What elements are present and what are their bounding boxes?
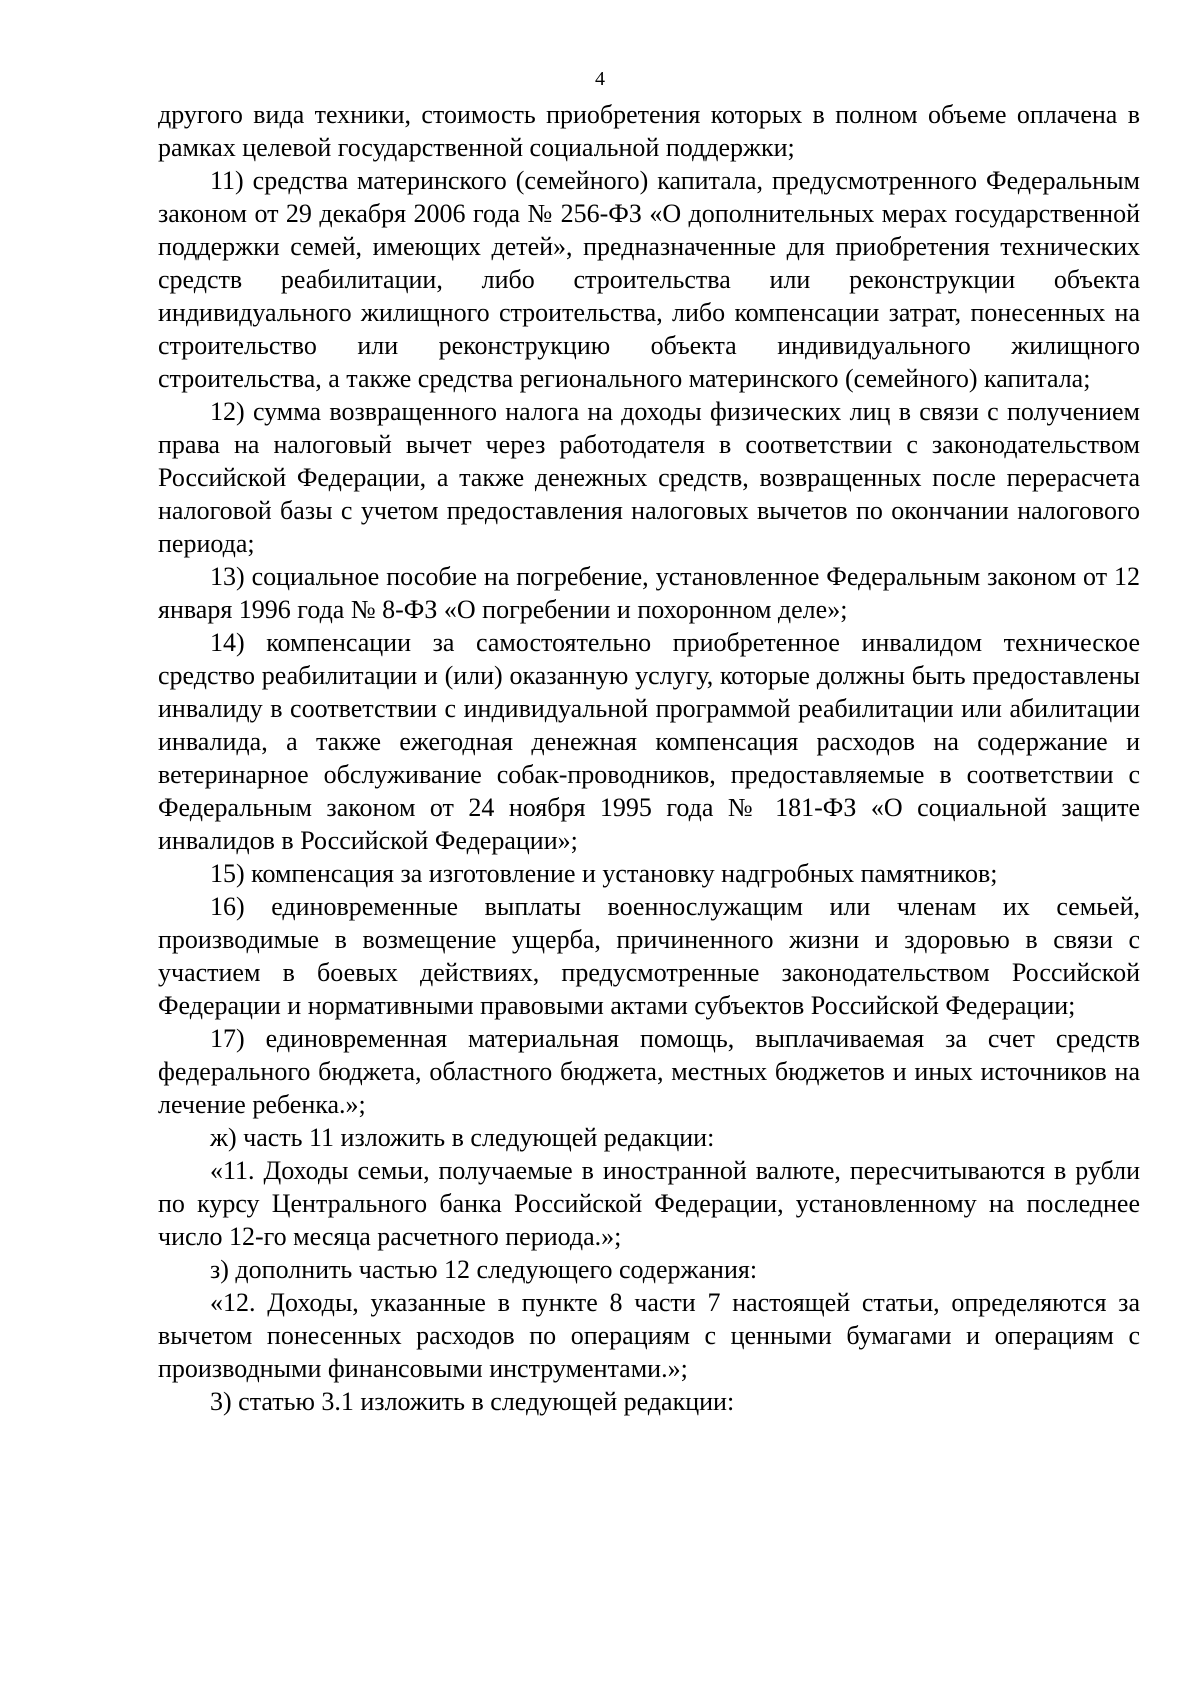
paragraph-part-12: «12. Доходы, указанные в пункте 8 части 7 настоящей статьи, определяются за вычетом понесенных расходов по операциям с ценными бумагами и операциям с производными финансовыми инструментами.»; [158,1288,1140,1383]
paragraph-item-17: 17) единовременная материальная помощь, выплачиваемая за счет средств федерального бюджета, областного бюджета, местных бюджетов и иных источников на лечение ребенка.»; [158,1024,1140,1119]
paragraph-part-11: «11. Доходы семьи, получаемые в иностранной валюте, пересчитываются в рубли по курсу Центрального банка Российской Федерации, установленному на последнее число 12-го месяца расчетного периода.»; [158,1156,1140,1251]
paragraph-item-13: 13) социальное пособие на погребение, установленное Федеральным законом от 12 января 1996 года № 8-ФЗ «О погребении и похоронном деле»; [158,562,1140,624]
paragraph-continuation: другого вида техники, стоимость приобретения которых в полном объеме оплачена в рамках целевой государственной социальной поддержки; [158,100,1140,162]
paragraph-subitem-zh: ж) часть 11 изложить в следующей редакции: [210,1123,715,1152]
document-body [158,98,1140,1418]
paragraph-item-14: 14) компенсации за самостоятельно приобретенное инвалидом техническое средство реабилитации и (или) оказанную услугу, которые должны быть предоставлены инвалиду в соответствии с индивидуальной программой реабилитации или абилитации инвалида, а также ежегодная денежная компенсация расходов на содержание и ветеринарное обслуживание собак-проводников, предоставляемые в соответствии с Федеральным законом от 24 ноября 1995 года № 181-ФЗ «О социальной защите инвалидов в Российской Федерации»; [158,628,1140,855]
paragraph-item-11: 11) средства материнского (семейного) капитала, предусмотренного Федеральным законом от 29 декабря 2006 года № 256-ФЗ «О дополнительных мерах государственной поддержки семей, имеющих детей», предназначенные для приобретения технических средств реабилитации, либо строительства или реконструкции объекта индивидуального жилищного строительства, либо компенсации затрат, понесенных на строительство или реконструкцию объекта индивидуального жилищного строительства, а также средства регионального материнского (семейного) капитала; [158,166,1140,393]
paragraph-item-16: 16) единовременные выплаты военнослужащим или членам их семьей, производимые в возмещение ущерба, причиненного жизни и здоровью в связи с участием в боевых действиях, предусмотренные законодательством Российской Федерации и нормативными правовыми актами субъектов Российской Федерации; [158,892,1140,1020]
paragraph-item-3: 3) статью 3.1 изложить в следующей редакции: [210,1387,735,1416]
page-number: 4 [595,68,605,90]
paragraph-subitem-z: з) дополнить частью 12 следующего содержания: [210,1255,758,1284]
paragraph-item-15: 15) компенсация за изготовление и установку надгробных памятников; [210,859,998,888]
paragraph-item-12: 12) сумма возвращенного налога на доходы физических лиц в связи с получением права на налоговый вычет через работодателя в соответствии с законодательством Российской Федерации, а также денежных средств, возвращенных после перерасчета налоговой базы с учетом предоставления налоговых вычетов по окончании налогового периода; [158,397,1140,558]
